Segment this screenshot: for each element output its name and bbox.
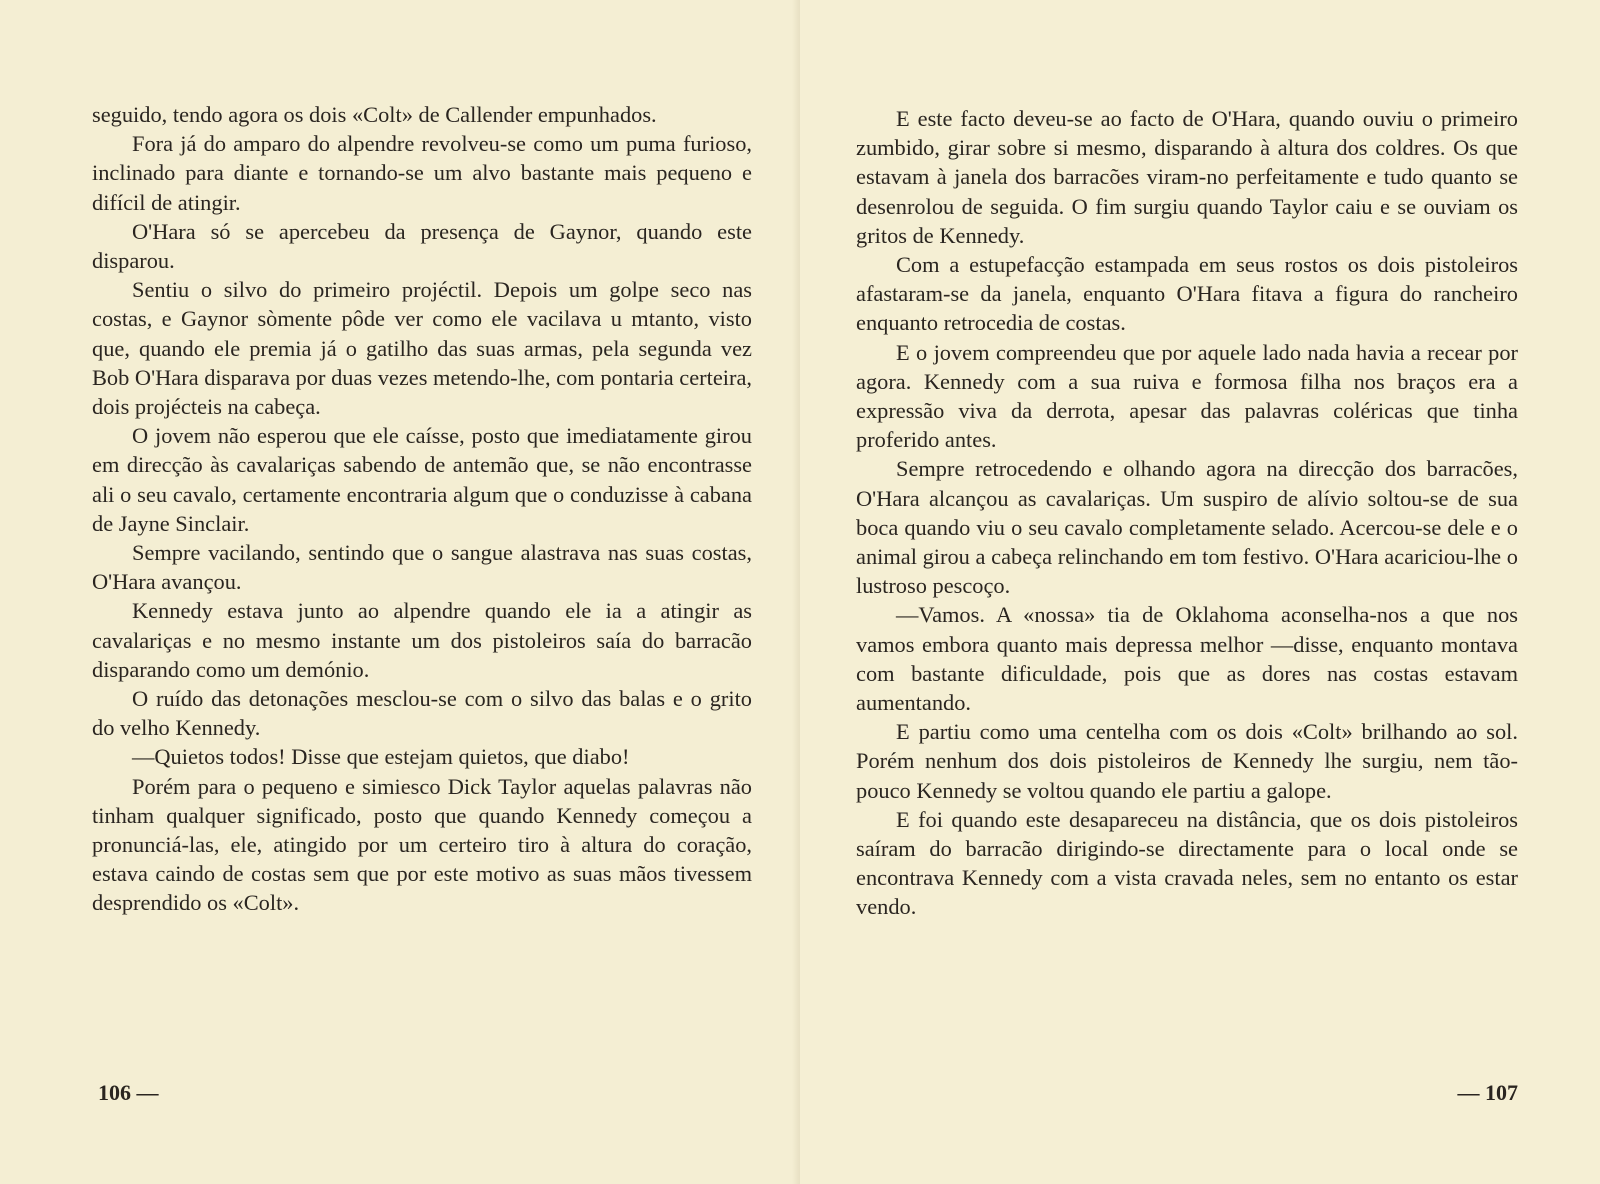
- paragraph: E o jovem compreendeu que por aquele lado nada havia a recear por agora. Kennedy com a sua ruiva e formosa filha nos braços era a expressão viva da derrota, apesar das palavras coléricas que tinha proferido antes.: [856, 339, 1518, 453]
- right-page: [800, 0, 1600, 1184]
- paragraph: O ruído das detonações mesclou-se com o silvo das balas e o grito do velho Kennedy.: [92, 686, 752, 741]
- paragraph: O'Hara só se apercebeu da presença de Gaynor, quando este disparou.: [92, 218, 752, 274]
- paragraph: Sempre vacilando, sentindo que o sangue alastrava nas suas costas, O'Hara avançou.: [92, 540, 752, 595]
- paragraph: Sempre retrocedendo e olhando agora na direcção dos barracões, O'Hara alcançou as cavalariças. Um suspiro de alívio soltou-se de sua boca quando viu o seu cavalo completamente selado. Acercou-se dele e o animal girou a cabeça relinchando em tom festivo. O'Hara acariciou-lhe o lustroso pescoço.: [856, 456, 1518, 599]
- paragraph: E foi quando este desapareceu na distância, que os dois pistoleiros saíram do barracão dirigindo-se directamente para o local onde se encontrava Kennedy com a vista cravada neles, sem no entanto os estar vendo.: [856, 806, 1518, 920]
- paragraph: Fora já do amparo do alpendre revolveu-se como um puma furioso, inclinado para diante e tornando-se um alvo bastante mais pequeno e difícil de atingir.: [92, 131, 752, 215]
- paragraph: Sentiu o silvo do primeiro projéctil. Depois um golpe seco nas costas, e Gaynor sòmente pôde ver como ele vacilava u mtanto, visto que, quando ele premia já o gatilho das suas armas, pela segunda vez Bob O'Hara disparava por duas vezes metendo-lhe, com pontaria certeira, dois projécteis na cabeça.: [92, 277, 752, 420]
- paragraph: O jovem não esperou que ele caísse, posto que imediatamente girou em direcção às cavalariças sabendo de antemão que, se não encontrasse ali o seu cavalo, certamente encontraria algum que o conduzisse à cabana de Jayne Sinclair.: [92, 423, 752, 536]
- paragraph: seguido, tendo agora os dois «Colt» de Callender empunhados.: [92, 102, 657, 127]
- left-page-text: [92, 100, 752, 918]
- right-page-text: [856, 104, 1518, 922]
- dialogue-paragraph: —Quietos todos! Disse que estejam quietos, que diabo!: [132, 744, 630, 770]
- paragraph: Kennedy estava junto ao alpendre quando ele ia a atingir as cavalariças e no mesmo instante um dos pistoleiros saía do barracão disparando como um demónio.: [92, 598, 752, 682]
- page-number-left: 106 —: [98, 1080, 159, 1105]
- paragraph: E este facto deveu-se ao facto de O'Hara, quando ouviu o primeiro zumbido, girar sobre si mesmo, disparando à altura dos coldres. Os que estavam à janela dos barracões viram-no perfeitamente e tudo quanto se desenrolou de seguida. O fim surgiu quando Taylor caiu e se ouviam os gritos de Kennedy.: [856, 106, 1518, 248]
- paragraph: E partiu como uma centelha com os dois «Colt» brilhando ao sol. Porém nenhum dos dois pistoleiros de Kennedy lhe surgiu, nem tão-pouco Kennedy se voltou quando ele partiu a galope.: [856, 719, 1518, 803]
- paragraph: Com a estupefacção estampada em seus rostos os dois pistoleiros afastaram-se da janela, enquanto O'Hara fitava a figura do rancheiro enquanto retrocedia de costas.: [856, 252, 1518, 336]
- paragraph: Porém para o pequeno e simiesco Dick Taylor aquelas palavras não tinham qualquer significado, posto que quando Kennedy começou a pronunciá-las, ele, atingido por um certeiro tiro à altura do coração, estava caindo de costas sem que por este motivo as suas mãos tivessem desprendido os «Colt».: [92, 773, 752, 916]
- page-number-right: — 107: [1457, 1080, 1518, 1105]
- dialogue-paragraph: —Vamos. A «nossa» tia de Oklahoma aconselha-nos a que nos vamos embora quanto mais depressa melhor —disse, enquanto montava com bastante dificuldade, pois que as dores nas costas estavam aumentando.: [856, 602, 1518, 716]
